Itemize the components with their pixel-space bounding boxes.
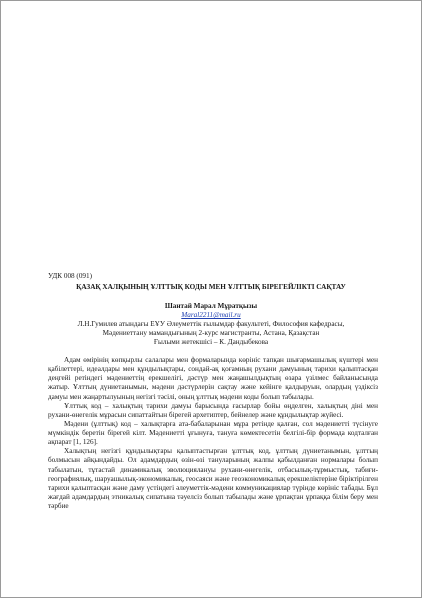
- body-text: [48, 356, 378, 511]
- paragraph: Мәдени (ұлттық) код – халықтарға ата-бабаларынан мұра ретінде қалған, сол мәдениетті түсінуге мүмкіндік беретін бірегей кілт. Мәдениетті ұғынуға, тануға көмектесетін белгілі-бір формада кодталған ақпарат [1, 126].: [48, 419, 378, 447]
- affiliation-block: [21, 320, 401, 347]
- paragraph: Халықтың негізгі құндылықтары қалыптастырған ұлттық код, ұлттың дүниетанымын, ұлттың болмысын айқындайды. Ол адамдардың өзін-өзі тануларының жалпы қабылданған нормалары болып табылатын, тұтастай динамикалық эволюциялануы рухани-өнегелік, отбасылық-тұрмыстық, табиғи-географиялық, шаруашылық-экономикалық, геосаяси және геоэкономикалық ерекшеліктеріне біріктірілген тарихи қалыптасқан және даму үстіндегі әлеуметтік-мәдени коммуникациялар түрінде көрініс табады. Бұл жағдай адамдардың этникалық сипатына тәуелсіз болып табылады және ұрпақтан ұрпаққа білім беру мен тәрбие: [48, 447, 378, 510]
- paragraph: Адам өмірінің көпқырлы салалары мен формаларында көрініс тапқан шығармашылық күштері мен қабілеттері, идеалдары мен құндылықтары, сондай-ақ қоғамның рухани дамуының тарихи қалыптасқан деңгейі ретіндегі мәдениеттің ерекшелігі, дәстүр мен жаңашылдықтың өзара үзілмес байланысында жатыр. Ұлттың дүниетанымын, мәдени дәстүрлерін сақтау және кейінге қалдыруын, олардың үздіксіз дамуы мен жаңартылуының негізгі тәсілі, оның ұлттық мәдени коды болып табылады.: [48, 356, 378, 401]
- paper-title: ҚАЗАҚ ХАЛҚЫНЫҢ ҰЛТТЫҚ КОДЫ МЕН ҰЛТТЫҚ БІРЕГЕЙЛІКТІ САҚТАУ: [76, 283, 346, 291]
- affiliation-line: Л.Н.Гумилев атындағы ЕҰУ Әлеуметтік ғылымдар факультеті, Философия кафедрасы,: [77, 320, 345, 328]
- supervisor-line: Ғылыми жетекшісі – К. Дандыбекова: [153, 338, 269, 346]
- affiliation-line: Мәдениеттану мамандығының 2-курс магистранты, Астана, Қазақстан: [102, 329, 320, 337]
- author-name: Шантай Марал Мұратқызы: [164, 302, 258, 310]
- udk-code: УДК 008 (091): [48, 272, 93, 280]
- paragraph: Ұлттық код – халықтың тарихи дамуы барысында ғасырлар бойы өңделген, халықтың діні мен рухани-өнегелік мұрасын сипаттайтын бірегей архетиптер, бейнелер және құндылықтар жүйесі.: [48, 401, 378, 419]
- author-email-link[interactable]: Maral2211@mail.ru: [181, 311, 241, 319]
